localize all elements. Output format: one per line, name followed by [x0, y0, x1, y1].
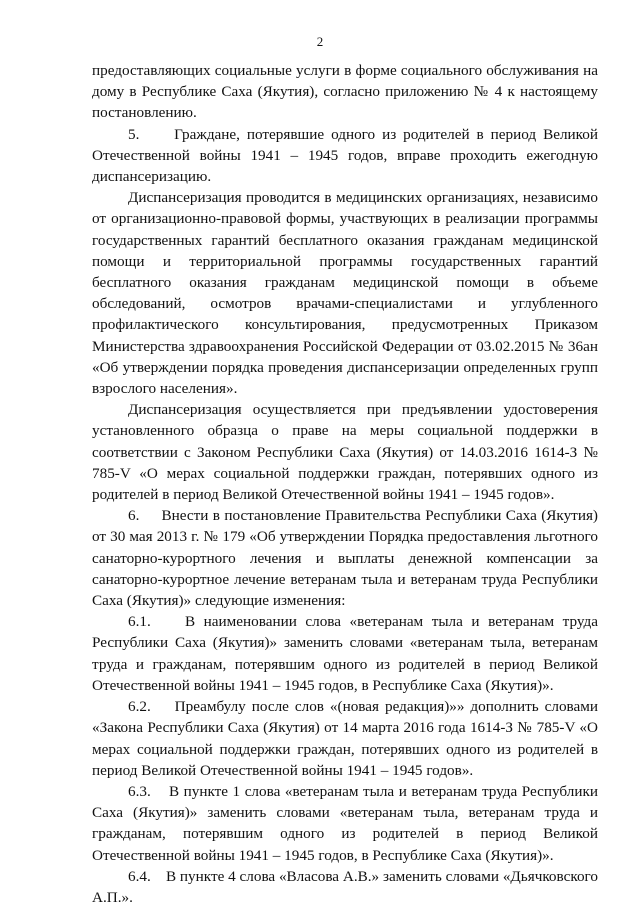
document-body: [92, 60, 598, 908]
paragraph-item-6-1: 6.1. В наименовании слова «ветеранам тыла и ветеранам труда Республики Саха (Якутия)» заменить словами «ветеранам тыла, ветеранам труда и гражданам, потерявшим одного из родителей в период Великой Отечественной войны 1941 – 1945 годов, в Республике Саха (Якутия)».: [92, 613, 598, 694]
paragraph-dispensary-certificate: Диспансеризация осуществляется при предъявлении удостоверения установленного образца о праве на меры социальной поддержки в соответствии с Законом Республики Саха (Якутия) от 14.03.2016 1614-З № 785-V «О мерах социальной поддержки граждан, потерявших одного из родителей в период Великой Отечественной войны 1941 – 1945 годов».: [92, 401, 598, 504]
paragraph-social-services: предоставляющих социальные услуги в форме социального обслуживания на дому в Республике Саха (Якутия), согласно приложению № 4 к настоящему постановлению.: [92, 62, 598, 122]
page-number: 2: [316, 34, 324, 49]
paragraph-item-5: 5. Граждане, потерявшие одного из родителей в период Великой Отечественной войны 1941 – 1945 годов, вправе проходить ежегодную диспансеризацию.: [92, 125, 598, 186]
paragraph-item-6-3: 6.3. В пункте 1 слова «ветеранам тыла и ветеранам труда Республики Саха (Якутия)» заменить словами «ветеранам тыла, ветеранам труда и гражданам, потерявшим одного из родителей в период Великой Отечественной войны 1941 – 1945 годов, в Республике Саха (Якутия)».: [92, 782, 598, 864]
paragraph-item-6: 6. Внести в постановление Правительства Республики Саха (Якутия) от 30 мая 2013 г. № 179 «Об утверждении Порядка предоставления льготного санаторно-курортного лечения и выплаты денежной компенсации за санаторно-курортное лечение ветеранам тыла и ветеранам труда Республики Саха (Якутия)» следующие изменения:: [92, 507, 598, 610]
paragraph-item-6-2: 6.2. Преамбулу после слов «(новая редакция)»» дополнить словами «Закона Республики Саха (Якутия) от 14 марта 2016 года 1614-З № 785-V «О мерах социальной поддержки граждан, потерявших одного из родителей в период Великой Отечественной войны 1941 – 1945 годов».: [92, 698, 598, 779]
paragraph-dispensary-organizations: Диспансеризация проводится в медицинских организациях, независимо от организационно-правовой формы, участвующих в реализации программы государственных гарантий бесплатного оказания гражданам медицинской помощи и территориальной программы государственных гарантий бесплатного оказания гражданам медицинской помощи в объеме обследований, осмотров врачами-специалистами и углубленного профилактического консультирования, предусмотренных Приказом Министерства здравоохранения Российской Федерации от 03.02.2015 № 36ан «Об утверждении порядка проведения диспансеризации определенных групп взрослого населения».: [92, 189, 598, 398]
paragraph-item-6-4: 6.4. В пункте 4 слова «Власова А.В.» заменить словами «Дьячковского А.П.».: [92, 867, 598, 906]
